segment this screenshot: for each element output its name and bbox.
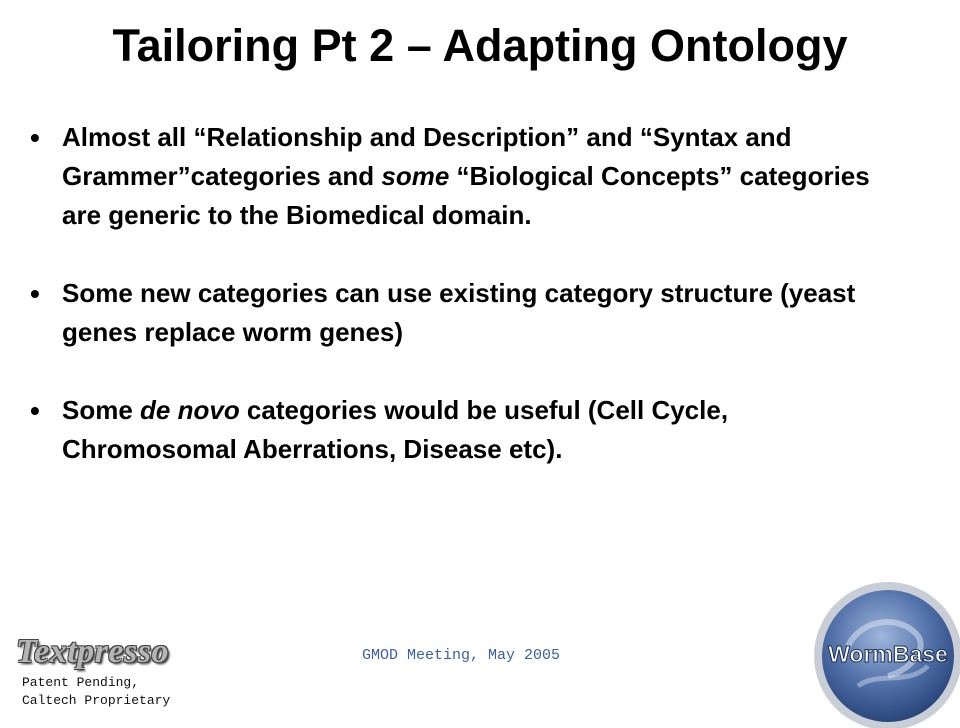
bullet-dot-icon xyxy=(30,274,50,314)
bullet-item-2 xyxy=(30,274,910,352)
bullet-text: categories would be useful (Cell Cycle, Chromosomal Aberrations, Disease etc). xyxy=(62,395,729,464)
patent-notice xyxy=(22,674,170,710)
bullet-emphasis: some xyxy=(381,161,450,191)
slide-title: Tailoring Pt 2 – Adapting Ontology xyxy=(112,20,848,71)
patent-line-1: Patent Pending, xyxy=(22,675,140,690)
bullet-dot-icon xyxy=(30,391,50,431)
bullet-text: Some new categories can use existing category structure (yeast genes replace worm genes) xyxy=(62,278,856,347)
bullet-emphasis: de novo xyxy=(140,395,240,425)
wormbase-logo-text: WormBase xyxy=(828,641,948,667)
bullet-text: “Biological Concepts” categories are generic to the Biomedical domain. xyxy=(62,161,870,230)
patent-line-2: Caltech Proprietary xyxy=(22,693,171,708)
textpresso-logo: Textpresso xyxy=(16,633,169,670)
bullet-text: Almost all “Relationship and Description” and “Syntax and Grammer”categories and xyxy=(62,122,792,191)
bullet-item-3 xyxy=(30,391,910,469)
wormbase-logo-icon xyxy=(808,576,960,728)
bullet-text: Some xyxy=(62,395,141,425)
meeting-footer: GMOD Meeting, May 2005 xyxy=(362,647,561,664)
bullet-dot-icon xyxy=(30,118,50,158)
bullet-list xyxy=(30,118,910,469)
bullet-item-1 xyxy=(30,118,910,235)
